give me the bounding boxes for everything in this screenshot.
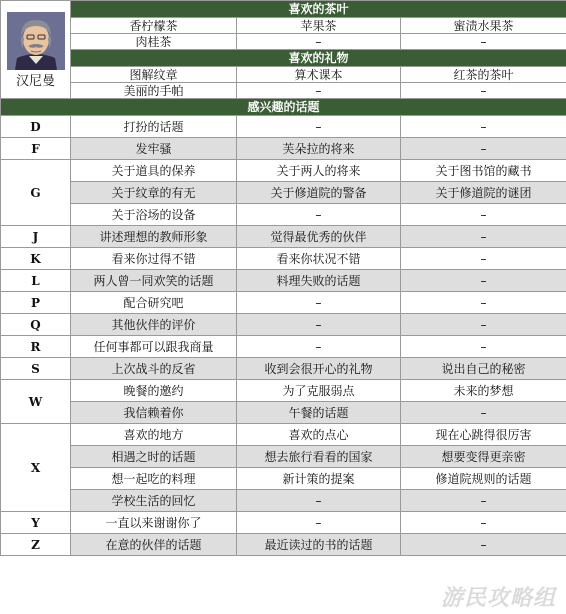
gift-cell: 算术课本 bbox=[237, 67, 401, 83]
tea-cell: – bbox=[237, 34, 401, 50]
topic-cell: 喜欢的点心 bbox=[237, 424, 401, 446]
topic-cell: 未来的梦想 bbox=[401, 380, 566, 402]
topic-cell: 一直以来谢谢你了 bbox=[71, 512, 237, 534]
watermark: 游民攻略组 bbox=[440, 586, 556, 611]
topic-row bbox=[1, 248, 566, 270]
topic-cell: 任何事都可以跟我商量 bbox=[71, 336, 237, 358]
topic-cell: – bbox=[401, 292, 566, 314]
topic-cell: – bbox=[401, 138, 566, 160]
topic-cell: – bbox=[401, 204, 566, 226]
topic-cell: – bbox=[237, 336, 401, 358]
topic-row bbox=[1, 380, 566, 402]
character-cell bbox=[1, 1, 71, 99]
topic-cell: – bbox=[401, 226, 566, 248]
topic-cell: – bbox=[401, 512, 566, 534]
topic-cell: 关于图书馆的藏书 bbox=[401, 160, 566, 182]
topic-letter: F bbox=[1, 138, 71, 160]
topic-cell: 想要变得更亲密 bbox=[401, 446, 566, 468]
topic-cell: 关于两人的将来 bbox=[237, 160, 401, 182]
topic-letter: J bbox=[1, 226, 71, 248]
gifts-header-row bbox=[1, 50, 566, 67]
topic-letter: Q bbox=[1, 314, 71, 336]
gifts-header: 喜欢的礼物 bbox=[71, 50, 566, 67]
tea-cell: – bbox=[401, 34, 566, 50]
tea-header: 喜欢的茶叶 bbox=[71, 1, 566, 18]
topic-cell: – bbox=[237, 204, 401, 226]
topic-row bbox=[1, 314, 566, 336]
topic-cell: 相遇之时的话题 bbox=[71, 446, 237, 468]
gift-row bbox=[1, 83, 566, 99]
topic-row bbox=[1, 292, 566, 314]
topic-cell: 关于修道院的警备 bbox=[237, 182, 401, 204]
topic-cell: 在意的伙伴的话题 bbox=[71, 534, 237, 556]
topic-cell: 新计策的提案 bbox=[237, 468, 401, 490]
topic-row bbox=[1, 182, 566, 204]
topic-letter: K bbox=[1, 248, 71, 270]
gift-cell: 红茶的茶叶 bbox=[401, 67, 566, 83]
topic-cell: 关于修道院的谜团 bbox=[401, 182, 566, 204]
topic-row bbox=[1, 490, 566, 512]
tea-row bbox=[1, 18, 566, 34]
topic-cell: – bbox=[237, 512, 401, 534]
topic-cell: 说出自己的秘密 bbox=[401, 358, 566, 380]
topic-row bbox=[1, 226, 566, 248]
topic-cell: 关于纹章的有无 bbox=[71, 182, 237, 204]
topic-letter: D bbox=[1, 116, 71, 138]
topic-cell: 为了克服弱点 bbox=[237, 380, 401, 402]
gift-cell: – bbox=[401, 83, 566, 99]
topic-cell: 其他伙伴的评价 bbox=[71, 314, 237, 336]
topic-row bbox=[1, 424, 566, 446]
topics-header-row bbox=[1, 99, 566, 116]
topic-cell: 上次战斗的反省 bbox=[71, 358, 237, 380]
table-body bbox=[1, 1, 566, 556]
topic-row bbox=[1, 138, 566, 160]
gift-cell: 图解纹章 bbox=[71, 67, 237, 83]
topic-row bbox=[1, 270, 566, 292]
tea-cell: 香柠檬茶 bbox=[71, 18, 237, 34]
topic-cell: 午餐的话题 bbox=[237, 402, 401, 424]
topic-letter: R bbox=[1, 336, 71, 358]
topic-letter: Z bbox=[1, 534, 71, 556]
topics-header: 感兴趣的话题 bbox=[1, 99, 566, 116]
gift-cell: 美丽的手帕 bbox=[71, 83, 237, 99]
topic-cell: 修道院规则的话题 bbox=[401, 468, 566, 490]
topic-cell: 晚餐的邀约 bbox=[71, 380, 237, 402]
topic-cell: 现在心跳得很厉害 bbox=[401, 424, 566, 446]
gift-row bbox=[1, 67, 566, 83]
tea-cell: 苹果茶 bbox=[237, 18, 401, 34]
tea-row bbox=[1, 34, 566, 50]
topic-row bbox=[1, 446, 566, 468]
topic-cell: 关于道具的保养 bbox=[71, 160, 237, 182]
topic-row bbox=[1, 512, 566, 534]
topic-cell: 喜欢的地方 bbox=[71, 424, 237, 446]
topic-row bbox=[1, 336, 566, 358]
topic-cell: 芙朵拉的将来 bbox=[237, 138, 401, 160]
topic-cell: – bbox=[401, 248, 566, 270]
topic-cell: 最近读过的书的话题 bbox=[237, 534, 401, 556]
tea-cell: 肉桂茶 bbox=[71, 34, 237, 50]
topic-letter: S bbox=[1, 358, 71, 380]
topic-cell: 觉得最优秀的伙伴 bbox=[237, 226, 401, 248]
topic-letter: P bbox=[1, 292, 71, 314]
topic-letter: Y bbox=[1, 512, 71, 534]
topic-cell: – bbox=[401, 314, 566, 336]
topic-cell: 发牢骚 bbox=[71, 138, 237, 160]
tea-cell: 蜜渍水果茶 bbox=[401, 18, 566, 34]
topic-cell: – bbox=[237, 490, 401, 512]
topic-cell: – bbox=[237, 292, 401, 314]
topic-row bbox=[1, 534, 566, 556]
topic-cell: – bbox=[401, 270, 566, 292]
topic-letter: G bbox=[1, 160, 71, 226]
topic-letter: L bbox=[1, 270, 71, 292]
topic-cell: 学校生活的回忆 bbox=[71, 490, 237, 512]
topic-cell: 两人曾一同欢笑的话题 bbox=[71, 270, 237, 292]
topic-cell: 看来你状况不错 bbox=[237, 248, 401, 270]
topic-row bbox=[1, 358, 566, 380]
topic-row bbox=[1, 116, 566, 138]
topic-row bbox=[1, 204, 566, 226]
topic-letter: W bbox=[1, 380, 71, 424]
topic-cell: 配合研究吧 bbox=[71, 292, 237, 314]
topic-cell: 关于浴场的设备 bbox=[71, 204, 237, 226]
topic-cell: – bbox=[237, 116, 401, 138]
topic-cell: 我信赖着你 bbox=[71, 402, 237, 424]
topic-cell: 料理失败的话题 bbox=[237, 270, 401, 292]
topic-cell: 收到会很开心的礼物 bbox=[237, 358, 401, 380]
topic-cell: 打扮的话题 bbox=[71, 116, 237, 138]
topic-cell: – bbox=[237, 314, 401, 336]
topic-letter: X bbox=[1, 424, 71, 512]
topic-cell: – bbox=[401, 490, 566, 512]
man-portrait-icon bbox=[7, 12, 65, 70]
topic-cell: – bbox=[401, 402, 566, 424]
topic-cell: 想去旅行看看的国家 bbox=[237, 446, 401, 468]
topic-cell: 想一起吃的料理 bbox=[71, 468, 237, 490]
topic-cell: – bbox=[401, 116, 566, 138]
character-name: 汉尼曼 bbox=[15, 73, 55, 89]
topic-row bbox=[1, 402, 566, 424]
topic-cell: – bbox=[401, 336, 566, 358]
topic-row bbox=[1, 468, 566, 490]
topic-row bbox=[1, 160, 566, 182]
tea-header-row bbox=[1, 1, 566, 18]
gift-cell: – bbox=[237, 83, 401, 99]
topic-cell: 讲述理想的教师形象 bbox=[71, 226, 237, 248]
topic-cell: – bbox=[401, 534, 566, 556]
topic-cell: 看来你过得不错 bbox=[71, 248, 237, 270]
